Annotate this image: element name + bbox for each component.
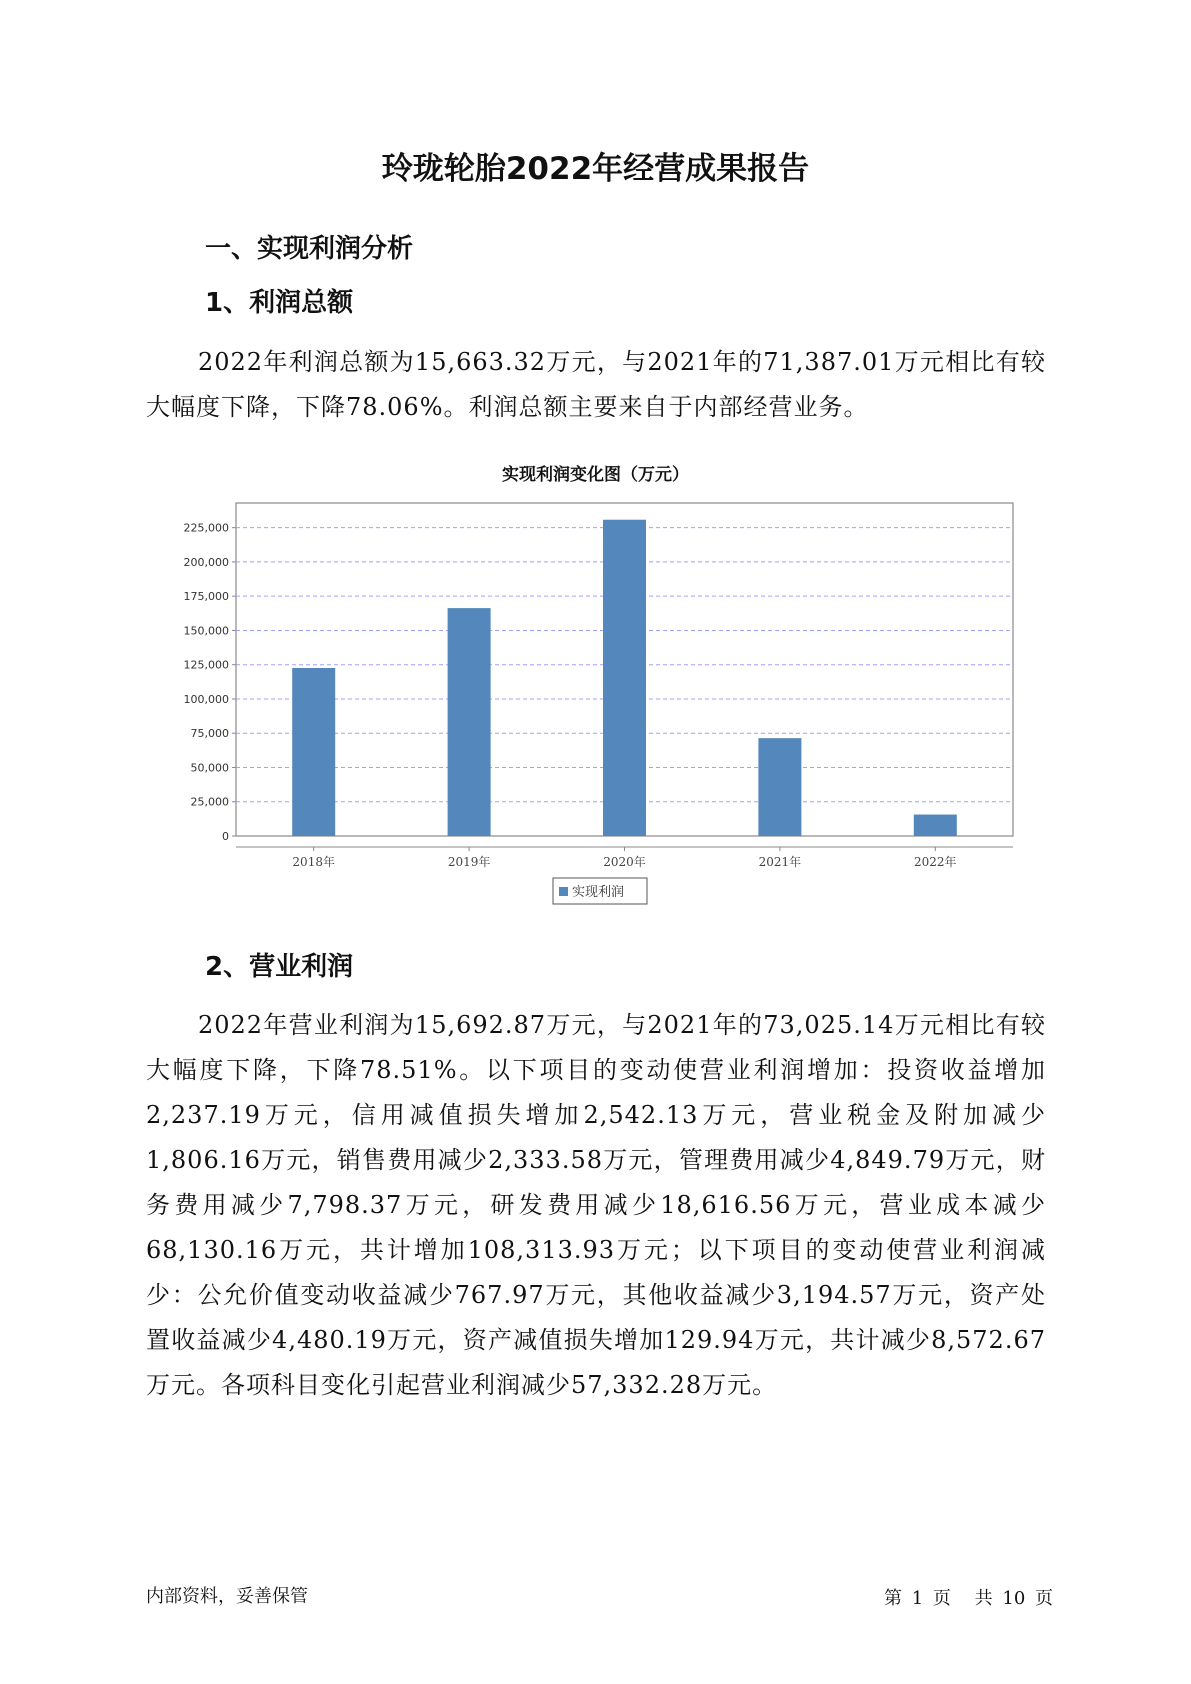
profit-total-paragraph: 2022年利润总额为15,663.32万元，与2021年的71,387.01万元相比有较大幅度下降，下降78.06%。利润总额主要来自于内部经营业务。 (146, 348, 1046, 421)
y-tick-label: 125,000 (183, 658, 229, 672)
y-tick-label: 225,000 (183, 521, 229, 535)
total-pages: 10 (1002, 1588, 1026, 1609)
footer-confidential-note: 内部资料，妥善保管 (146, 1586, 308, 1607)
bar (914, 815, 957, 836)
bar (448, 608, 491, 836)
y-tick-label: 100,000 (183, 692, 229, 706)
x-tick-label: 2022年 (914, 855, 957, 869)
total-suffix: 页 (1035, 1588, 1054, 1609)
operating-profit-paragraph: 2022年营业利润为15,692.87万元，与2021年的73,025.14万元相比有较大幅度下降，下降78.51%。以下项目的变动使营业利润增加：投资收益增加2,237.19万元，信用减值损失增加2,542.13万元，营业税金及附加减少1,806.16万元，销售费用减少2,333.58万元，管理费用减少4,849.79万元，财务费用减少7,798.37万元，研发费用减少18,616.56万元，营业成本减少68,130.16万元，共计增加108,313.93万元；以下项目的变动使营业利润减少：公允价值变动收益减少767.97万元，其他收益减少3,194.57万元，资产处置收益减少4,480.19万元，资产减值损失增加129.94万元，共计减少8,572.67万元。各项科目变化引起营业利润减少57,332.28万元。 (146, 1011, 1046, 1399)
y-tick-label: 75,000 (190, 727, 229, 741)
x-tick-label: 2020年 (603, 855, 646, 869)
subsection-heading-profit-total: 1、利润总额 (205, 288, 354, 318)
page-suffix: 页 (932, 1588, 951, 1609)
y-tick-label: 175,000 (183, 590, 229, 604)
y-tick-label: 50,000 (190, 761, 229, 775)
legend-label: 实现利润 (572, 885, 625, 900)
x-tick-label: 2018年 (292, 855, 335, 869)
page-title: 玲珑轮胎2022年经营成果报告 (381, 151, 810, 187)
y-tick-label: 25,000 (190, 795, 229, 809)
subsection-heading-operating-profit: 2、营业利润 (205, 952, 354, 982)
page-prefix: 第 (884, 1588, 902, 1609)
y-tick-label: 150,000 (183, 624, 229, 638)
chart-title: 实现利润变化图（万元） (502, 465, 689, 485)
legend-swatch (559, 887, 568, 896)
y-tick-label: 0 (222, 830, 229, 843)
x-tick-label: 2021年 (758, 855, 802, 869)
bar (603, 520, 646, 836)
page-number: 1 (911, 1588, 924, 1609)
x-tick-label: 2019年 (447, 855, 491, 869)
total-prefix: 共 (974, 1588, 993, 1609)
y-tick-label: 200,000 (183, 555, 229, 569)
bar (292, 668, 335, 836)
section-heading: 一、实现利润分析 (205, 234, 414, 264)
footer-page-info (884, 1584, 1057, 1610)
bar (758, 738, 801, 836)
